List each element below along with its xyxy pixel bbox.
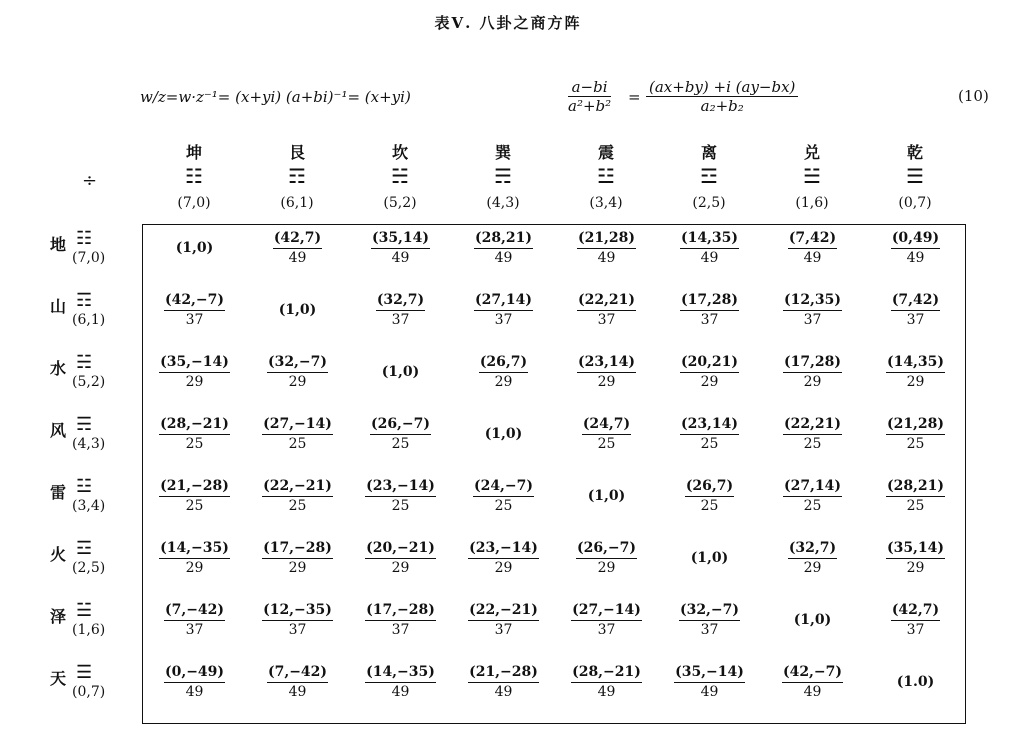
cell-numerator: (21,−28)	[468, 663, 539, 683]
trigram-icon: ☵	[76, 352, 93, 373]
formula-fraction-2-numerator: (ax+by) +i (ay−bx)	[646, 78, 798, 97]
matrix-cell	[246, 353, 349, 415]
cell-value: (1,0)	[381, 364, 420, 380]
cell-numerator: (42,−7)	[164, 291, 225, 311]
column-header-coord: (3,4)	[589, 195, 623, 211]
matrix-cell	[349, 229, 452, 291]
matrix-cell	[864, 291, 967, 353]
formula-fraction-1-numerator: a−bi	[568, 78, 611, 97]
cell-numerator: (7,−42)	[267, 663, 328, 683]
matrix-cell	[761, 353, 864, 415]
matrix-cell	[349, 477, 452, 539]
matrix-cell	[555, 663, 658, 725]
cell-denominator: 29	[700, 374, 719, 390]
column-header	[865, 142, 965, 214]
cell-numerator: (26,7)	[685, 477, 734, 497]
cell-denominator: 25	[494, 498, 513, 514]
cell-numerator: (17,28)	[783, 353, 842, 373]
row-header	[50, 352, 140, 414]
cell-numerator: (27,−14)	[571, 601, 642, 621]
matrix-cell	[658, 663, 761, 725]
cell-denominator: 29	[288, 560, 307, 576]
column-header	[247, 142, 347, 214]
matrix-cell	[864, 663, 967, 725]
cell-numerator: (27,14)	[474, 291, 533, 311]
column-header-coord: (6,1)	[280, 195, 314, 211]
matrix-cell	[658, 477, 761, 539]
matrix-cell	[349, 663, 452, 725]
cell-numerator: (23,−14)	[365, 477, 436, 497]
trigram-icon: ☲	[76, 538, 93, 559]
row-header-name: 雷	[50, 483, 67, 502]
cell-numerator: (23,−14)	[468, 539, 539, 559]
cell-denominator: 29	[803, 560, 822, 576]
matrix-cell	[349, 353, 452, 415]
cell-denominator: 49	[597, 684, 616, 700]
cell-numerator: (35,14)	[371, 229, 430, 249]
column-header	[144, 142, 244, 214]
row-header-name: 天	[50, 669, 67, 688]
matrix-cell	[143, 291, 246, 353]
row-header-name: 水	[50, 359, 67, 378]
cell-denominator: 37	[906, 312, 925, 328]
cell-numerator: (20,21)	[680, 353, 739, 373]
cell-denominator: 29	[494, 374, 513, 390]
column-header-name: 乾	[906, 143, 923, 162]
column-header-coord: (2,5)	[692, 195, 726, 211]
cell-numerator: (28,−21)	[159, 415, 230, 435]
column-header-name: 艮	[288, 143, 305, 162]
row-header-coord: (6,1)	[72, 312, 106, 328]
cell-denominator: 25	[597, 436, 616, 452]
column-header-coord: (5,2)	[383, 195, 417, 211]
formula	[140, 76, 1000, 120]
matrix-cell	[143, 601, 246, 663]
formula-fraction-1	[568, 78, 611, 115]
cell-numerator: (32,7)	[788, 539, 837, 559]
cell-denominator: 37	[185, 312, 204, 328]
cell-numerator: (17,−28)	[365, 601, 436, 621]
cell-numerator: (0,−49)	[164, 663, 225, 683]
table-title: 表Ⅴ. 八卦之商方阵	[434, 14, 582, 32]
column-header-name: 坤	[185, 143, 202, 162]
cell-numerator: (22,−21)	[468, 601, 539, 621]
matrix-cell	[658, 601, 761, 663]
matrix-cell	[761, 663, 864, 725]
cell-denominator: 29	[185, 374, 204, 390]
cell-denominator: 29	[185, 560, 204, 576]
trigram-icon: ☰	[906, 164, 924, 188]
matrix-cell	[452, 229, 555, 291]
column-header	[350, 142, 450, 214]
cell-denominator: 29	[597, 374, 616, 390]
matrix-cell	[452, 663, 555, 725]
row-header-coord: (0,7)	[72, 684, 106, 700]
trigram-icon: ☵	[391, 164, 409, 188]
matrix-cell	[658, 229, 761, 291]
matrix-cell	[761, 415, 864, 477]
matrix-cell	[555, 229, 658, 291]
cell-denominator: 49	[906, 250, 925, 266]
cell-value: (1,0)	[278, 302, 317, 318]
column-header	[659, 142, 759, 214]
cell-denominator: 49	[185, 684, 204, 700]
trigram-icon: ☱	[803, 164, 821, 188]
row-header-coord: (5,2)	[72, 374, 106, 390]
cell-denominator: 37	[391, 312, 410, 328]
row-header	[50, 476, 140, 538]
cell-numerator: (32,7)	[376, 291, 425, 311]
matrix-cell	[246, 663, 349, 725]
column-header-name: 巽	[494, 143, 511, 162]
trigram-icon: ☷	[76, 228, 93, 249]
row-header	[50, 662, 140, 724]
cell-denominator: 29	[906, 374, 925, 390]
formula-lhs: w/z=w·z⁻¹= (x+yi) (a+bi)⁻¹= (x+yi)	[140, 88, 411, 106]
cell-numerator: (27,−14)	[262, 415, 333, 435]
cell-numerator: (21,28)	[577, 229, 636, 249]
cell-denominator: 25	[803, 436, 822, 452]
cell-denominator: 25	[185, 436, 204, 452]
cell-value: (1.0)	[896, 674, 935, 690]
matrix-cell	[864, 229, 967, 291]
matrix-cell	[246, 229, 349, 291]
cell-denominator: 37	[597, 622, 616, 638]
cell-numerator: (17,28)	[680, 291, 739, 311]
cell-denominator: 37	[700, 312, 719, 328]
cell-denominator: 29	[597, 560, 616, 576]
matrix-cell	[864, 353, 967, 415]
cell-numerator: (28,21)	[886, 477, 945, 497]
trigram-icon: ☳	[76, 476, 93, 497]
matrix-cell	[555, 539, 658, 601]
formula-fraction-1-denominator: a²+b²	[568, 97, 612, 115]
matrix-cell	[452, 477, 555, 539]
quotient-matrix	[142, 224, 966, 724]
matrix-cell	[761, 291, 864, 353]
trigram-icon: ☴	[494, 164, 512, 188]
cell-numerator: (32,−7)	[267, 353, 328, 373]
cell-value: (1,0)	[587, 488, 626, 504]
matrix-cell	[246, 601, 349, 663]
column-header-name: 坎	[391, 143, 408, 162]
cell-denominator: 37	[803, 312, 822, 328]
matrix-cell	[761, 477, 864, 539]
cell-numerator: (14,35)	[680, 229, 739, 249]
matrix-cell	[143, 663, 246, 725]
matrix-cell	[761, 539, 864, 601]
cell-denominator: 37	[700, 622, 719, 638]
cell-denominator: 37	[391, 622, 410, 638]
matrix-cell	[349, 415, 452, 477]
cell-denominator: 29	[391, 560, 410, 576]
cell-denominator: 49	[288, 250, 307, 266]
matrix-cell	[555, 291, 658, 353]
column-header	[453, 142, 553, 214]
cell-numerator: (26,7)	[479, 353, 528, 373]
cell-denominator: 25	[700, 436, 719, 452]
trigram-icon: ☰	[76, 662, 93, 683]
cell-value: (1,0)	[484, 426, 523, 442]
cell-denominator: 37	[185, 622, 204, 638]
cell-denominator: 49	[391, 250, 410, 266]
column-header-coord: (7,0)	[177, 195, 211, 211]
formula-fraction-2	[646, 78, 798, 115]
matrix-cell	[555, 353, 658, 415]
cell-numerator: (35,14)	[886, 539, 945, 559]
cell-numerator: (28,21)	[474, 229, 533, 249]
column-header	[762, 142, 862, 214]
cell-denominator: 25	[803, 498, 822, 514]
matrix-cell	[658, 415, 761, 477]
cell-numerator: (7,−42)	[164, 601, 225, 621]
row-header-name: 地	[50, 235, 67, 254]
matrix-cell	[143, 539, 246, 601]
cell-numerator: (12,35)	[783, 291, 842, 311]
cell-denominator: 49	[288, 684, 307, 700]
row-header	[50, 228, 140, 290]
trigram-icon: ☶	[288, 164, 306, 188]
cell-denominator: 37	[597, 312, 616, 328]
cell-numerator: (23,14)	[577, 353, 636, 373]
cell-numerator: (21,28)	[886, 415, 945, 435]
cell-numerator: (7,42)	[788, 229, 837, 249]
matrix-cell	[143, 353, 246, 415]
row-header-name: 泽	[50, 607, 67, 626]
cell-numerator: (35,−14)	[674, 663, 745, 683]
equation-number: (10)	[958, 87, 989, 105]
cell-denominator: 49	[494, 684, 513, 700]
trigram-icon: ☳	[597, 164, 615, 188]
cell-denominator: 29	[803, 374, 822, 390]
matrix-cell	[452, 353, 555, 415]
matrix-cell	[349, 539, 452, 601]
matrix-cell	[555, 601, 658, 663]
cell-numerator: (26,−7)	[370, 415, 431, 435]
matrix-cell	[658, 539, 761, 601]
row-header-name: 风	[50, 421, 67, 440]
trigram-icon: ☴	[76, 414, 93, 435]
row-header	[50, 290, 140, 352]
column-header	[556, 142, 656, 214]
matrix-cell	[658, 353, 761, 415]
matrix-cell	[349, 291, 452, 353]
row-header	[50, 538, 140, 600]
cell-denominator: 49	[803, 684, 822, 700]
matrix-cell	[143, 229, 246, 291]
matrix-cell	[658, 291, 761, 353]
matrix-cell	[452, 415, 555, 477]
matrix-cell	[452, 539, 555, 601]
cell-numerator: (42,−7)	[782, 663, 843, 683]
column-header-name: 兑	[803, 143, 820, 162]
matrix-cell	[761, 229, 864, 291]
cell-numerator: (21,−28)	[159, 477, 230, 497]
cell-numerator: (23,14)	[680, 415, 739, 435]
cell-value: (1,0)	[793, 612, 832, 628]
matrix-cell	[246, 291, 349, 353]
cell-denominator: 29	[494, 560, 513, 576]
matrix-cell	[246, 477, 349, 539]
cell-numerator: (20,−21)	[365, 539, 436, 559]
cell-numerator: (14,35)	[886, 353, 945, 373]
row-header-coord: (7,0)	[72, 250, 106, 266]
cell-denominator: 25	[288, 436, 307, 452]
column-header-coord: (1,6)	[795, 195, 829, 211]
matrix-cell	[761, 601, 864, 663]
cell-numerator: (7,42)	[891, 291, 940, 311]
matrix-cell	[246, 415, 349, 477]
cell-numerator: (22,−21)	[262, 477, 333, 497]
matrix-cell	[452, 291, 555, 353]
cell-denominator: 25	[700, 498, 719, 514]
formula-fraction-2-denominator: a₂+b₂	[700, 97, 744, 115]
trigram-icon: ☲	[700, 164, 718, 188]
row-header-coord: (1,6)	[72, 622, 106, 638]
matrix-cell	[452, 601, 555, 663]
cell-denominator: 49	[803, 250, 822, 266]
column-header-coord: (0,7)	[898, 195, 932, 211]
cell-numerator: (26,−7)	[576, 539, 637, 559]
matrix-cell	[864, 539, 967, 601]
matrix-cell	[246, 539, 349, 601]
formula-equals: =	[628, 88, 641, 106]
row-header-coord: (4,3)	[72, 436, 106, 452]
cell-numerator: (42,7)	[891, 601, 940, 621]
column-header-name: 震	[597, 143, 614, 162]
cell-numerator: (0,49)	[891, 229, 940, 249]
cell-denominator: 49	[597, 250, 616, 266]
matrix-cell	[349, 601, 452, 663]
cell-numerator: (24,−7)	[473, 477, 534, 497]
cell-denominator: 37	[494, 622, 513, 638]
matrix-cell	[555, 415, 658, 477]
cell-denominator: 49	[391, 684, 410, 700]
cell-denominator: 37	[906, 622, 925, 638]
row-header-coord: (3,4)	[72, 498, 106, 514]
matrix-cell	[864, 601, 967, 663]
cell-numerator: (14,−35)	[365, 663, 436, 683]
matrix-cell	[864, 477, 967, 539]
row-header-name: 山	[50, 297, 67, 316]
cell-numerator: (42,7)	[273, 229, 322, 249]
trigram-icon: ☷	[185, 164, 203, 188]
cell-denominator: 49	[700, 684, 719, 700]
matrix-cell	[864, 415, 967, 477]
cell-value: (1,0)	[175, 240, 214, 256]
divide-symbol: ÷	[82, 170, 98, 191]
cell-denominator: 49	[494, 250, 513, 266]
row-header-coord: (2,5)	[72, 560, 106, 576]
matrix-cell	[555, 477, 658, 539]
matrix-cell	[143, 477, 246, 539]
cell-denominator: 29	[906, 560, 925, 576]
cell-numerator: (22,21)	[577, 291, 636, 311]
matrix-cell	[143, 415, 246, 477]
cell-denominator: 29	[288, 374, 307, 390]
trigram-icon: ☶	[76, 290, 93, 311]
cell-denominator: 49	[700, 250, 719, 266]
cell-numerator: (14,−35)	[159, 539, 230, 559]
column-header-name: 离	[700, 143, 717, 162]
cell-numerator: (12,−35)	[262, 601, 333, 621]
cell-numerator: (32,−7)	[679, 601, 740, 621]
cell-denominator: 37	[288, 622, 307, 638]
cell-numerator: (17,−28)	[262, 539, 333, 559]
cell-denominator: 25	[906, 436, 925, 452]
row-header-name: 火	[50, 545, 67, 564]
cell-denominator: 25	[391, 436, 410, 452]
cell-numerator: (22,21)	[783, 415, 842, 435]
row-header	[50, 600, 140, 662]
cell-numerator: (27,14)	[783, 477, 842, 497]
trigram-icon: ☱	[76, 600, 93, 621]
cell-numerator: (35,−14)	[159, 353, 230, 373]
cell-numerator: (24,7)	[582, 415, 631, 435]
cell-denominator: 25	[906, 498, 925, 514]
cell-numerator: (28,−21)	[571, 663, 642, 683]
cell-denominator: 25	[288, 498, 307, 514]
cell-value: (1,0)	[690, 550, 729, 566]
cell-denominator: 25	[391, 498, 410, 514]
column-header-coord: (4,3)	[486, 195, 520, 211]
row-header	[50, 414, 140, 476]
cell-denominator: 25	[185, 498, 204, 514]
cell-denominator: 37	[494, 312, 513, 328]
